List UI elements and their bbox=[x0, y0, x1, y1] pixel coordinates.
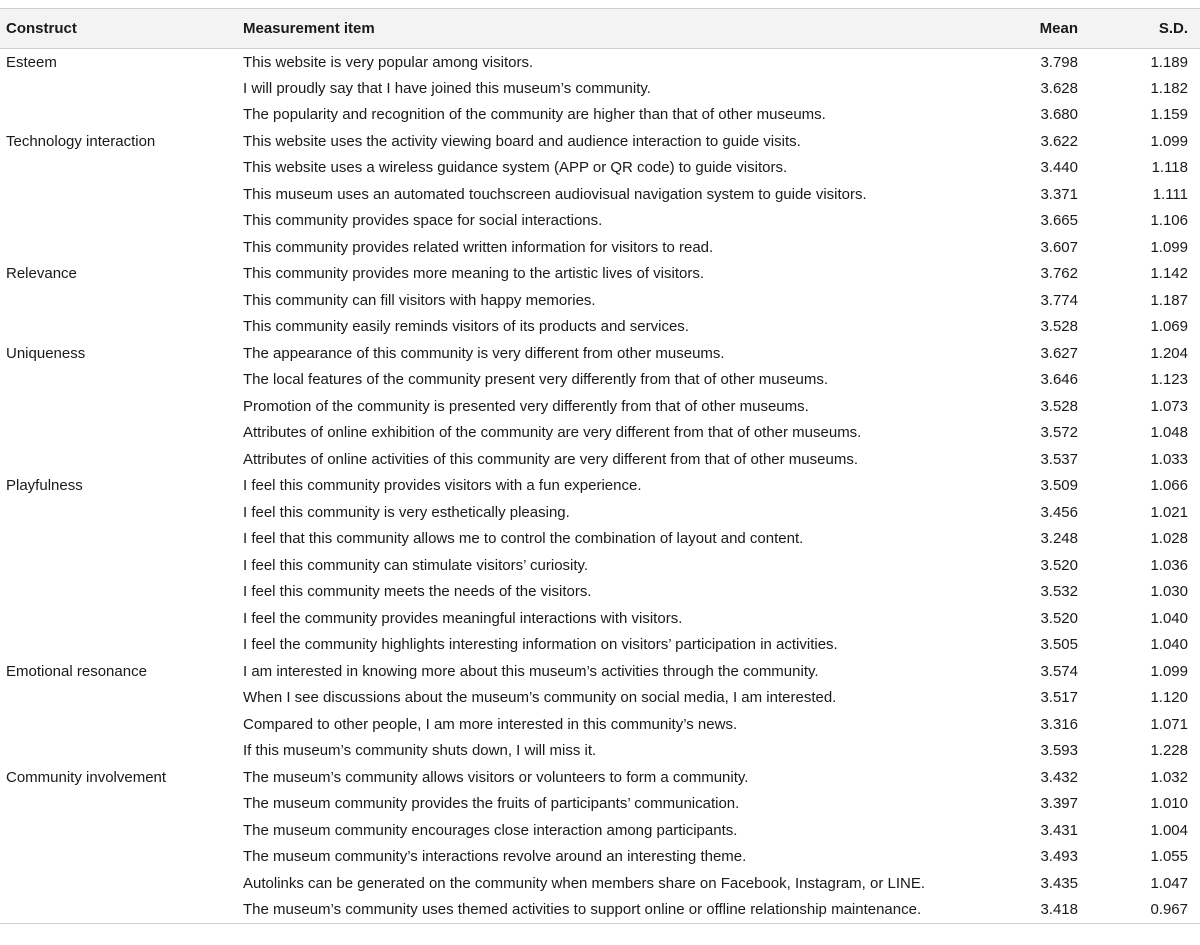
header-sd: S.D. bbox=[1090, 9, 1200, 49]
measurement-item-cell: If this museum’s community shuts down, I will miss it. bbox=[243, 742, 597, 760]
measurement-item-cell: This website uses the activity viewing board and audience interaction to guide visits. bbox=[243, 132, 801, 150]
sd-cell: 1.028 bbox=[1150, 530, 1188, 548]
sd-cell: 1.004 bbox=[1150, 821, 1188, 839]
sd-cell: 1.204 bbox=[1150, 344, 1188, 362]
measurement-item-cell: The local features of the community present very differently from that of other museums. bbox=[243, 371, 828, 389]
table-row bbox=[0, 685, 1200, 712]
mean-cell: 3.397 bbox=[1040, 795, 1078, 813]
mean-cell: 3.431 bbox=[1040, 821, 1078, 839]
construct-cell bbox=[0, 685, 236, 712]
measurement-item-cell: The museum’s community allows visitors or volunteers to form a community. bbox=[243, 768, 749, 786]
measurement-item-cell: I feel this community can stimulate visitors’ curiosity. bbox=[243, 556, 589, 574]
mean-cell: 3.520 bbox=[1040, 609, 1078, 627]
sd-cell: 1.120 bbox=[1150, 689, 1188, 707]
sd-cell: 1.228 bbox=[1150, 742, 1188, 760]
table-row bbox=[0, 367, 1200, 394]
mean-cell: 3.316 bbox=[1040, 715, 1078, 733]
mean-cell: 3.627 bbox=[1040, 344, 1078, 362]
sd-cell: 1.069 bbox=[1150, 318, 1188, 336]
sd-cell: 1.066 bbox=[1150, 477, 1188, 495]
table-row bbox=[0, 420, 1200, 447]
table-row bbox=[0, 128, 1200, 155]
mean-cell: 3.607 bbox=[1040, 238, 1078, 256]
mean-cell: 3.665 bbox=[1040, 212, 1078, 230]
sd-cell: 0.967 bbox=[1090, 897, 1200, 924]
table-row bbox=[0, 738, 1200, 765]
construct-cell bbox=[0, 632, 236, 659]
table-row bbox=[0, 181, 1200, 208]
construct-cell bbox=[0, 446, 236, 473]
sd-cell: 1.118 bbox=[1151, 159, 1188, 177]
construct-cell: Playfulness bbox=[6, 477, 83, 495]
table-row bbox=[0, 552, 1200, 579]
mean-cell: 3.680 bbox=[1040, 106, 1078, 124]
table-row bbox=[0, 658, 1200, 685]
table-row bbox=[0, 102, 1200, 129]
measurement-item-cell: This community can fill visitors with happy memories. bbox=[243, 291, 596, 309]
mean-cell: 3.432 bbox=[1040, 768, 1078, 786]
construct-cell bbox=[0, 75, 236, 102]
construct-cell: Uniqueness bbox=[6, 344, 86, 362]
sd-cell: 1.099 bbox=[1150, 238, 1188, 256]
construct-cell bbox=[0, 526, 236, 553]
sd-cell: 1.099 bbox=[1150, 132, 1188, 150]
table-header bbox=[0, 9, 1200, 49]
construct-cell bbox=[0, 234, 236, 261]
mean-cell: 3.456 bbox=[1040, 503, 1078, 521]
sd-cell: 1.111 bbox=[1152, 185, 1188, 203]
measurement-item-cell: This website is very popular among visitors. bbox=[243, 53, 534, 71]
mean-cell: 3.528 bbox=[1040, 318, 1078, 336]
sd-cell: 1.123 bbox=[1150, 371, 1188, 389]
table-row bbox=[0, 49, 1200, 76]
measurement-item-cell: The popularity and recognition of the community are higher than that of other museums. bbox=[243, 106, 826, 124]
construct-cell bbox=[0, 870, 236, 897]
measurement-item-cell: I feel this community meets the needs of the visitors. bbox=[243, 583, 592, 601]
measurement-item-cell: This community provides space for social interactions. bbox=[243, 212, 603, 230]
table-row bbox=[0, 499, 1200, 526]
construct-cell bbox=[0, 552, 236, 579]
table-row bbox=[0, 473, 1200, 500]
construct-cell bbox=[0, 791, 236, 818]
sd-cell: 1.010 bbox=[1150, 795, 1188, 813]
construct-cell bbox=[0, 579, 236, 606]
measurement-item-cell: I am interested in knowing more about this museum’s activities through the community. bbox=[243, 662, 819, 680]
mean-cell: 3.622 bbox=[1040, 132, 1078, 150]
sd-cell: 1.073 bbox=[1150, 397, 1188, 415]
measurement-item-cell: When I see discussions about the museum’s community on social media, I am interested. bbox=[243, 689, 837, 707]
mean-cell: 3.440 bbox=[1040, 159, 1078, 177]
sd-cell: 1.032 bbox=[1150, 768, 1188, 786]
measurement-item-cell: I will proudly say that I have joined this museum’s community. bbox=[243, 79, 651, 97]
mean-cell: 3.572 bbox=[1040, 424, 1078, 442]
construct-cell bbox=[0, 897, 236, 924]
construct-cell bbox=[0, 181, 236, 208]
measurement-item-cell: This museum uses an automated touchscreen audiovisual navigation system to guide visitors. bbox=[243, 185, 867, 203]
table-row bbox=[0, 446, 1200, 473]
mean-cell: 3.798 bbox=[1040, 53, 1078, 71]
construct-cell: Technology interaction bbox=[6, 132, 156, 150]
mean-cell: 3.509 bbox=[1040, 477, 1078, 495]
measurement-item-cell: I feel this community is very esthetically pleasing. bbox=[243, 503, 570, 521]
measurement-item-cell: The appearance of this community is very different from other museums. bbox=[243, 344, 725, 362]
construct-cell: Relevance bbox=[6, 265, 77, 283]
mean-cell: 3.762 bbox=[1040, 265, 1078, 283]
measurement-item-cell: The museum’s community uses themed activities to support online or offline relationship maintenance. bbox=[236, 897, 1000, 924]
measurement-item-cell: This community provides more meaning to the artistic lives of visitors. bbox=[243, 265, 704, 283]
table-row bbox=[0, 897, 1200, 924]
construct-cell bbox=[0, 711, 236, 738]
mean-cell: 3.646 bbox=[1040, 371, 1078, 389]
measurement-item-cell: Attributes of online exhibition of the community are very different from that of other museums. bbox=[243, 424, 862, 442]
mean-cell: 3.537 bbox=[1040, 450, 1078, 468]
measurement-item-cell: This website uses a wireless guidance system (APP or QR code) to guide visitors. bbox=[243, 159, 788, 177]
table-row bbox=[0, 844, 1200, 871]
measurement-item-cell: I feel this community provides visitors with a fun experience. bbox=[243, 477, 642, 495]
sd-cell: 1.182 bbox=[1150, 79, 1188, 97]
mean-cell: 3.493 bbox=[1040, 848, 1078, 866]
sd-cell: 1.030 bbox=[1150, 583, 1188, 601]
sd-cell: 1.055 bbox=[1150, 848, 1188, 866]
mean-cell: 3.574 bbox=[1040, 662, 1078, 680]
table-row bbox=[0, 287, 1200, 314]
measurement-item-cell: Autolinks can be generated on the community when members share on Facebook, Instagram, or LINE. bbox=[243, 874, 926, 892]
table-row bbox=[0, 526, 1200, 553]
construct-cell bbox=[0, 605, 236, 632]
table-row bbox=[0, 579, 1200, 606]
measurement-item-cell: I feel that this community allows me to control the combination of layout and content. bbox=[243, 530, 804, 548]
sd-cell: 1.021 bbox=[1150, 503, 1188, 521]
table-row bbox=[0, 340, 1200, 367]
construct-cell bbox=[0, 314, 236, 341]
sd-cell: 1.189 bbox=[1150, 53, 1188, 71]
table-row bbox=[0, 764, 1200, 791]
table-row bbox=[0, 314, 1200, 341]
construct-cell: Community involvement bbox=[6, 768, 167, 786]
sd-cell: 1.047 bbox=[1150, 874, 1188, 892]
table-row bbox=[0, 711, 1200, 738]
construct-cell bbox=[0, 844, 236, 871]
sd-cell: 1.040 bbox=[1150, 609, 1188, 627]
sd-cell: 1.159 bbox=[1150, 106, 1188, 124]
measurement-item-cell: Attributes of online activities of this community are very different from that of other museums. bbox=[243, 450, 858, 468]
table-row bbox=[0, 208, 1200, 235]
header-mean: Mean bbox=[1000, 9, 1090, 49]
construct-cell bbox=[0, 208, 236, 235]
measurement-item-cell: The museum community provides the fruits of participants’ communication. bbox=[243, 795, 740, 813]
table-row bbox=[0, 261, 1200, 288]
measurement-item-cell: Compared to other people, I am more interested in this community’s news. bbox=[243, 715, 738, 733]
header-measurement-item: Measurement item bbox=[236, 9, 1000, 49]
measurement-item-cell: I feel the community provides meaningful interactions with visitors. bbox=[243, 609, 683, 627]
construct-cell bbox=[0, 393, 236, 420]
header-row bbox=[0, 9, 1200, 49]
mean-cell: 3.774 bbox=[1040, 291, 1078, 309]
mean-cell: 3.248 bbox=[1040, 530, 1078, 548]
mean-cell: 3.520 bbox=[1040, 556, 1078, 574]
mean-cell: 3.528 bbox=[1040, 397, 1078, 415]
construct-cell bbox=[0, 817, 236, 844]
construct-cell bbox=[0, 738, 236, 765]
table-row bbox=[0, 393, 1200, 420]
measurement-table bbox=[0, 8, 1200, 924]
table-row bbox=[0, 870, 1200, 897]
construct-cell: Esteem bbox=[6, 53, 57, 71]
table-row bbox=[0, 605, 1200, 632]
mean-cell: 3.593 bbox=[1040, 742, 1078, 760]
table-row bbox=[0, 155, 1200, 182]
mean-cell: 3.628 bbox=[1040, 79, 1078, 97]
mean-cell: 3.517 bbox=[1040, 689, 1078, 707]
construct-cell bbox=[0, 420, 236, 447]
mean-cell: 3.505 bbox=[1040, 636, 1078, 654]
table-row bbox=[0, 234, 1200, 261]
mean-cell: 3.371 bbox=[1040, 185, 1078, 203]
sd-cell: 1.142 bbox=[1150, 265, 1188, 283]
construct-cell bbox=[0, 287, 236, 314]
measurement-item-cell: I feel the community highlights interesting information on visitors’ participation in activities. bbox=[243, 636, 838, 654]
header-construct: Construct bbox=[0, 9, 236, 49]
sd-cell: 1.040 bbox=[1150, 636, 1188, 654]
table-row bbox=[0, 632, 1200, 659]
sd-cell: 1.071 bbox=[1150, 715, 1188, 733]
construct-cell bbox=[0, 102, 236, 129]
sd-cell: 1.036 bbox=[1150, 556, 1188, 574]
measurement-item-cell: The museum community’s interactions revolve around an interesting theme. bbox=[243, 848, 747, 866]
table-row bbox=[0, 817, 1200, 844]
mean-cell: 3.418 bbox=[1000, 897, 1090, 924]
sd-cell: 1.187 bbox=[1150, 291, 1188, 309]
construct-cell: Emotional resonance bbox=[6, 662, 147, 680]
construct-cell bbox=[0, 499, 236, 526]
sd-cell: 1.106 bbox=[1150, 212, 1188, 230]
construct-cell bbox=[0, 367, 236, 394]
measurement-item-cell: Promotion of the community is presented very differently from that of other museums. bbox=[243, 397, 809, 415]
table-row bbox=[0, 791, 1200, 818]
sd-cell: 1.099 bbox=[1150, 662, 1188, 680]
mean-cell: 3.435 bbox=[1040, 874, 1078, 892]
measurement-item-cell: This community easily reminds visitors of its products and services. bbox=[243, 318, 689, 336]
sd-cell: 1.033 bbox=[1150, 450, 1188, 468]
sd-cell: 1.048 bbox=[1150, 424, 1188, 442]
table-body bbox=[0, 49, 1200, 924]
measurement-item-cell: This community provides related written information for visitors to read. bbox=[243, 238, 714, 256]
mean-cell: 3.532 bbox=[1040, 583, 1078, 601]
measurement-item-cell: The museum community encourages close interaction among participants. bbox=[243, 821, 738, 839]
construct-cell bbox=[0, 155, 236, 182]
table-row bbox=[0, 75, 1200, 102]
